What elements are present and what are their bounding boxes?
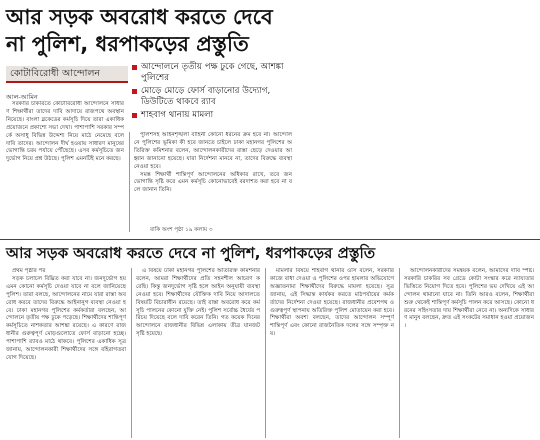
- section-kicker: কোটাবিরোধী আন্দোলন: [6, 66, 128, 83]
- section-divider: [0, 239, 540, 240]
- highlight-bullets: [132, 62, 292, 123]
- paragraph: পুলিশসহ আইনশৃঙ্খলা বাহিনী কোনো ধরনের ক্রম হবে না। আন্দোলনে পুলিশের ভূমিকা কী হবে জানতে চাইলে ঢাকা মহানগর পুলিশের অতিরিক্ত কমিশনার বলেন, আন্দোলনকারীদের রাস্তা ছেড়ে দেওয়ার আহ্বান জানানো হয়েছে। যারা নির্দেশনা মানবে না, তাদের বিরুদ্ধে ব্যবস্থা নেওয়া হবে।: [134, 132, 292, 170]
- paragraph: আন্দোলনকারীদের সমন্বয়ক বলেন, আমাদের দাবি স্পষ্ট। সরকারি চাকরির সব গ্রেডে কোটা সংস্কার করে ন্যায্যতার ভিত্তিতে নিয়োগ দিতে হবে। পুলিশের ভয় দেখিয়ে এই আন্দোলন থামানো যাবে না। তিনি আরও বলেন, শিক্ষার্থীরা শুরু থেকেই শান্তিপূর্ণ কর্মসূচি পালন করে আসছে। কোনো ধরনের সহিংসতার দায় শিক্ষার্থীরা নেবে না। অন্যদিকে সাধারণ মানুষ বলছেন, দ্রুত এই সংকটের সমাধান হওয়া প্রয়োজন।: [404, 268, 534, 330]
- continued-from: প্রথম পৃষ্ঠার পর: [12, 268, 46, 274]
- bottom-column-1: [6, 268, 126, 438]
- continued-note: বাকি অংশ পৃষ্ঠা ১৯ কলাম ৩: [150, 227, 213, 233]
- bottom-column-2: [136, 268, 260, 438]
- bottom-headline: আর সড়ক অবরোধ করতে দেবে না পুলিশ, ধরপাকড়ের প্রস্তুতি: [6, 244, 376, 262]
- paragraph: সরকারি চাকরিতে কোটাবিরোধী আন্দোলনে সাধারণ শিক্ষার্থীরা তাদের দাবি আদায়ে রাজপথে অবস্থান নিয়েছে। বাংলা ব্লকেডের কর্মসূচি দিয়ে তারা একাধিক প্রয়োজনে প্রকাশ্যে সভা দেখা। পাশাপাশি সরকার সম্পর্কে অসাধু বিভিন্ন উদ্দেশ্য নিয়ে মাঠে নেমেছে বলে দাবি তাদের। আন্দোলন দীর্ঘ হওয়ায় সাধারণ মানুষের ভোগান্তি চরম পর্যায়ে পৌঁছেছে। এসব কর্মসূচিতে জনদুর্ভোগ নিয়ে প্রশ্ন উঠছে। পুলিশ এমনটিই মনে করছে।: [6, 101, 124, 163]
- column-divider: [399, 268, 400, 438]
- bottom-column-3: [270, 268, 394, 438]
- bullet-item: আন্দোলনে তৃতীয় পক্ষ ঢুকে গেছে, আশঙ্কা পুলিশের: [132, 62, 292, 84]
- paragraph: সড়ক চলাচল বিঘ্নিত করা যাবে না। জনদুর্ভোগ হয় এমন কোনো কর্মসূচি দেওয়া যাবে না বলে জানিয়েছে পুলিশ। তারা বলছে, আন্দোলনের নামে যারা রাস্তা অবরোধ করবে তাদের বিরুদ্ধে আইনানুগ ব্যবস্থা নেওয়া হবে। ঢাকা মহানগর পুলিশের কর্মকর্তারা বলছেন, আন্দোলনে তৃতীয় পক্ষ ঢুকে পড়েছে। শিক্ষার্থীদের শান্তিপূর্ণ কর্মসূচিতে নাশকতার আশঙ্কা রয়েছে। এ কারণে রাজধানীর গুরুত্বপূর্ণ মোড়গুলোতে ফোর্স বাড়ানো হচ্ছে। পাশাপাশি র‍্যাবও মাঠে থাকবে। পুলিশের একাধিক সূত্র জানায়, আন্দোলনকারী শিক্ষার্থীদের সঙ্গে বহিরাগতরা যোগ দিয়েছে।: [6, 275, 126, 361]
- column-divider: [265, 268, 266, 438]
- column-divider: [131, 268, 132, 438]
- top-column-2: [134, 132, 292, 224]
- bullet-item: মোড়ে মোড়ে ফোর্স বাড়ানোর উদ্যোগ, ডিউটিতে থাকবে র‍্যাব: [132, 86, 292, 108]
- bottom-column-4: [404, 268, 534, 438]
- paragraph: সমস্ত শিক্ষার্থী শান্তিপূর্ণ আন্দোলনের অধিকার রাখে, তবে জনভোগান্তি সৃষ্টি করে এমন কর্মসূচি কোনোভাবেই বরদাশত করা হবে না বলে জানান তিনি।: [134, 171, 292, 194]
- headline: [6, 4, 336, 58]
- paragraph: এ বিষয়ে ঢাকা মহানগর পুলিশের অতিরিক্ত কমিশনার বলেন, আমরা শিক্ষার্থীদের প্রতি সহনশীল আচরণ করেছি। কিন্তু জনদুর্ভোগ সৃষ্টি হলে আইন অনুযায়ী ব্যবস্থা নেওয়া হবে। শিক্ষার্থীদের যৌক্তিক দাবি নিয়ে আদালতে বিষয়টি বিচারাধীন রয়েছে। তাই রাস্তা অবরোধ করে কর্মসূচি পালনের কোনো যুক্তি নেই। পুলিশ সর্বোচ্চ ধৈর্যের পরিচয় দিয়েছে বলে দাবি করেন তিনি। গত কয়েক দিনের আন্দোলনে রাজধানীর বিভিন্ন এলাকায় তীব্র যানজট সৃষ্টি হয়েছে।: [136, 268, 260, 338]
- bullet-item: শাহবাগ থানায় মামলা: [132, 110, 292, 121]
- byline: আল-আমিন: [6, 93, 38, 101]
- headline-line-1: আর সড়ক অবরোধ করতে দেবে: [6, 5, 273, 29]
- headline-line-2: না পুলিশ, ধরপাকড়ের প্রস্তুতি: [6, 32, 249, 56]
- top-column-1: [6, 101, 124, 229]
- paragraph: মামলার বিষয়ে শাহবাগ থানার ওসি বলেন, সরকারি কাজে বাধা দেওয়া ও পুলিশের ওপর হামলার অভিযোগে অজ্ঞাতনামা শিক্ষার্থীদের বিরুদ্ধে মামলা হয়েছে। সুত্র জানায়, এই সিদ্ধান্ত কার্যকর করতে মাঠপর্যায়ের কর্মকর্তাদের নির্দেশনা দেওয়া হয়েছে। রাজধানীর প্রবেশপথ ও গুরুত্বপূর্ণ স্থাপনায় অতিরিক্ত পুলিশ মোতায়েন করা হবে। শিক্ষার্থীরা অবশ্য বলছেন, তাদের আন্দোলন সম্পূর্ণ শান্তিপূর্ণ এবং কোনো রাজনৈতিক দলের সঙ্গে সম্পৃক্ত নয়।: [270, 268, 394, 338]
- column-divider: [129, 132, 130, 232]
